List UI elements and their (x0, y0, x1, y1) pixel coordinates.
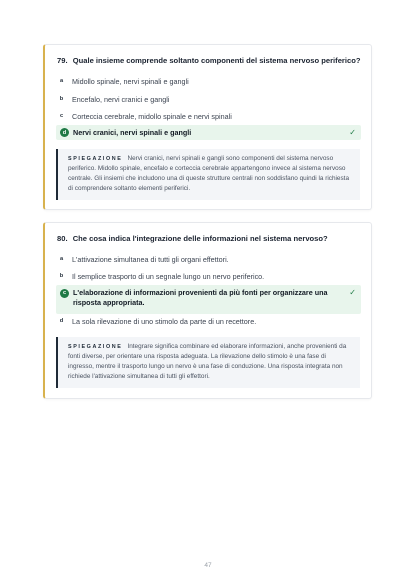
option-c-correct[interactable] (56, 285, 361, 314)
question-card-79 (43, 44, 372, 210)
option-b[interactable] (57, 92, 363, 106)
page-number: 47 (204, 562, 212, 569)
option-letter: d (59, 318, 64, 324)
option-letter: c (59, 113, 64, 119)
option-letter: a (59, 78, 64, 84)
option-c[interactable] (57, 109, 363, 123)
option-letter: b (59, 273, 64, 279)
option-text: Encefalo, nervi cranici e gangli (72, 94, 170, 104)
option-a[interactable] (57, 74, 363, 88)
question-title (57, 233, 363, 244)
explanation-text: Integrare significa combinare ed elaborare informazioni, anche provenienti da fonti diverse, per orientare una risposta adeguata. La rilevazione dello stimolo è una fase di ingresso, mentre il trasporto lungo un nervo è una fase di conduzione. Una risposta integrata non richiede l'attivazione simultanea di tutti gli effettori. (68, 343, 347, 380)
explanation-text: Nervi cranici, nervi spinali e gangli sono componenti del sistema nervoso periferico. Midollo spinale, encefalo e corteccia cerebrale appartengono invece al sistema nervoso centrale. Gli insiemi che includono una di queste strutture centrali non soddisfano quindi la richiesta di comprendere soltanto elementi periferici. (68, 155, 349, 192)
option-letter: c (60, 289, 69, 298)
explanation-box (56, 149, 360, 200)
option-text: L'attivazione simultanea di tutti gli organi effettori. (72, 254, 229, 264)
explanation-label: SPIEGAZIONE (68, 344, 123, 350)
option-d[interactable] (57, 314, 363, 328)
question-text: Quale insieme comprende soltanto componenti del sistema nervoso periferico? (72, 56, 361, 65)
option-letter: d (60, 128, 69, 137)
question-number: 80. (57, 234, 68, 243)
option-d-correct[interactable] (56, 125, 361, 140)
question-title (57, 55, 363, 66)
option-text: La sola rilevazione di uno stimolo da parte di un recettore. (72, 316, 257, 326)
option-b[interactable] (57, 269, 363, 283)
check-icon: ✓ (349, 128, 356, 137)
check-icon: ✓ (349, 288, 356, 297)
option-text: Corteccia cerebrale, midollo spinale e nervi spinali (72, 111, 232, 121)
question-text: Che cosa indica l'integrazione delle informazioni nel sistema nervoso? (72, 234, 328, 243)
explanation-label: SPIEGAZIONE (68, 156, 123, 162)
explanation-box (56, 337, 360, 388)
question-number: 79. (57, 56, 68, 65)
option-text: Midollo spinale, nervi spinali e gangli (72, 76, 189, 86)
question-card-80 (43, 222, 372, 399)
option-letter: a (59, 256, 64, 262)
option-text: Nervi cranici, nervi spinali e gangli (73, 128, 192, 137)
option-text: L'elaborazione di informazioni provenienti da più fonti per organizzare una risposta appropriata. (73, 288, 328, 307)
option-letter: b (59, 96, 64, 102)
option-text: Il semplice trasporto di un segnale lungo un nervo periferico. (72, 271, 265, 281)
option-a[interactable] (57, 252, 363, 266)
